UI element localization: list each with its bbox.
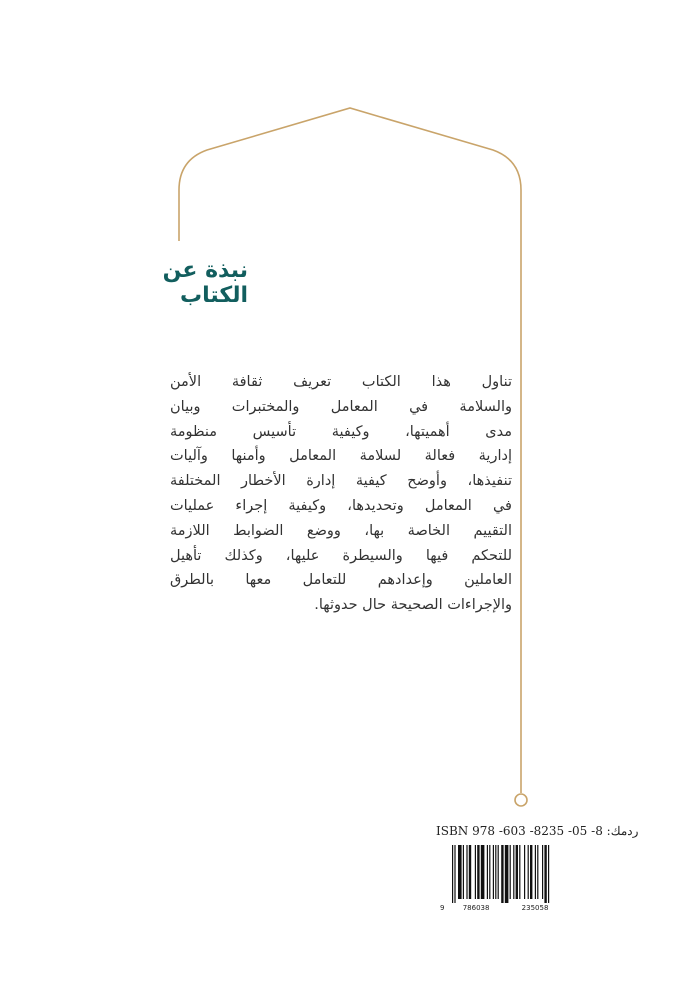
barcode-bar	[487, 845, 488, 899]
barcode-bar	[535, 845, 536, 899]
barcode-bar	[481, 845, 485, 899]
barcode-digits	[440, 904, 600, 912]
barcode-bar	[454, 845, 455, 903]
barcode-bar	[452, 845, 453, 903]
barcode-bar	[475, 845, 476, 899]
barcode-bar	[466, 845, 467, 899]
barcode	[452, 845, 592, 903]
barcode-bar	[530, 845, 532, 899]
isbn-number: ISBN 978 -603 -8235 -05 -8	[436, 824, 603, 838]
barcode-bar	[510, 845, 511, 899]
barcode-bar	[544, 845, 546, 903]
barcode-bar	[495, 845, 496, 899]
description-line: والسلامة في المعامل والمختبرات وبيان	[170, 398, 512, 415]
barcode-digits-right: 235058	[521, 904, 549, 912]
barcode-bar	[528, 845, 529, 899]
isbn-row	[436, 824, 660, 838]
description-line: مدى أهميتها، وكيفية تأسيس منظومة	[170, 423, 512, 440]
description-line: تناول هذا الكتاب تعريف ثقافة الأمن	[170, 374, 512, 390]
description-line: والإجراءات الصحيحة حال حدوثها.	[314, 597, 512, 614]
description-line: التقييم الخاصة بها، ووضع الضوابط اللازمة	[170, 522, 512, 539]
barcode-bar	[493, 845, 494, 899]
arch-end-circle	[515, 794, 527, 806]
barcode-bar	[513, 845, 514, 899]
section-title: نبذة عن الكتاب	[162, 258, 248, 308]
barcode-digits-left: 786038	[462, 904, 490, 912]
description-line: تنفيذها، وأوضح كيفية إدارة الأخطار المختلفة	[170, 473, 512, 490]
description-line: العاملين وإعدادهم للتعامل معها بالطرق	[170, 572, 512, 589]
barcode-bar	[542, 845, 543, 899]
barcode-bar	[524, 845, 525, 899]
barcode-bar	[458, 845, 462, 899]
description-line: إدارية فعالة لسلامة المعامل وأمنها وآليات	[170, 448, 512, 465]
barcode-bar	[498, 845, 499, 899]
barcode-bar	[463, 845, 464, 899]
book-description	[170, 370, 512, 618]
barcode-digit-lead: 9	[440, 904, 445, 912]
barcode-bar	[501, 845, 503, 903]
barcode-bar	[469, 845, 471, 899]
description-line: للتحكم فيها والسيطرة عليها، وكذلك تأهيل	[170, 547, 512, 564]
isbn-arabic-label: ردمك:	[606, 824, 639, 838]
barcode-bar	[489, 845, 490, 899]
description-line: في المعامل وتحديدها، وكيفية إجراء عمليات	[170, 497, 512, 514]
barcode-bar	[516, 845, 518, 899]
barcode-bar	[505, 845, 509, 903]
barcode-bar	[519, 845, 520, 899]
barcode-bar	[537, 845, 538, 899]
barcode-bar	[477, 845, 479, 899]
barcode-bar	[548, 845, 549, 903]
